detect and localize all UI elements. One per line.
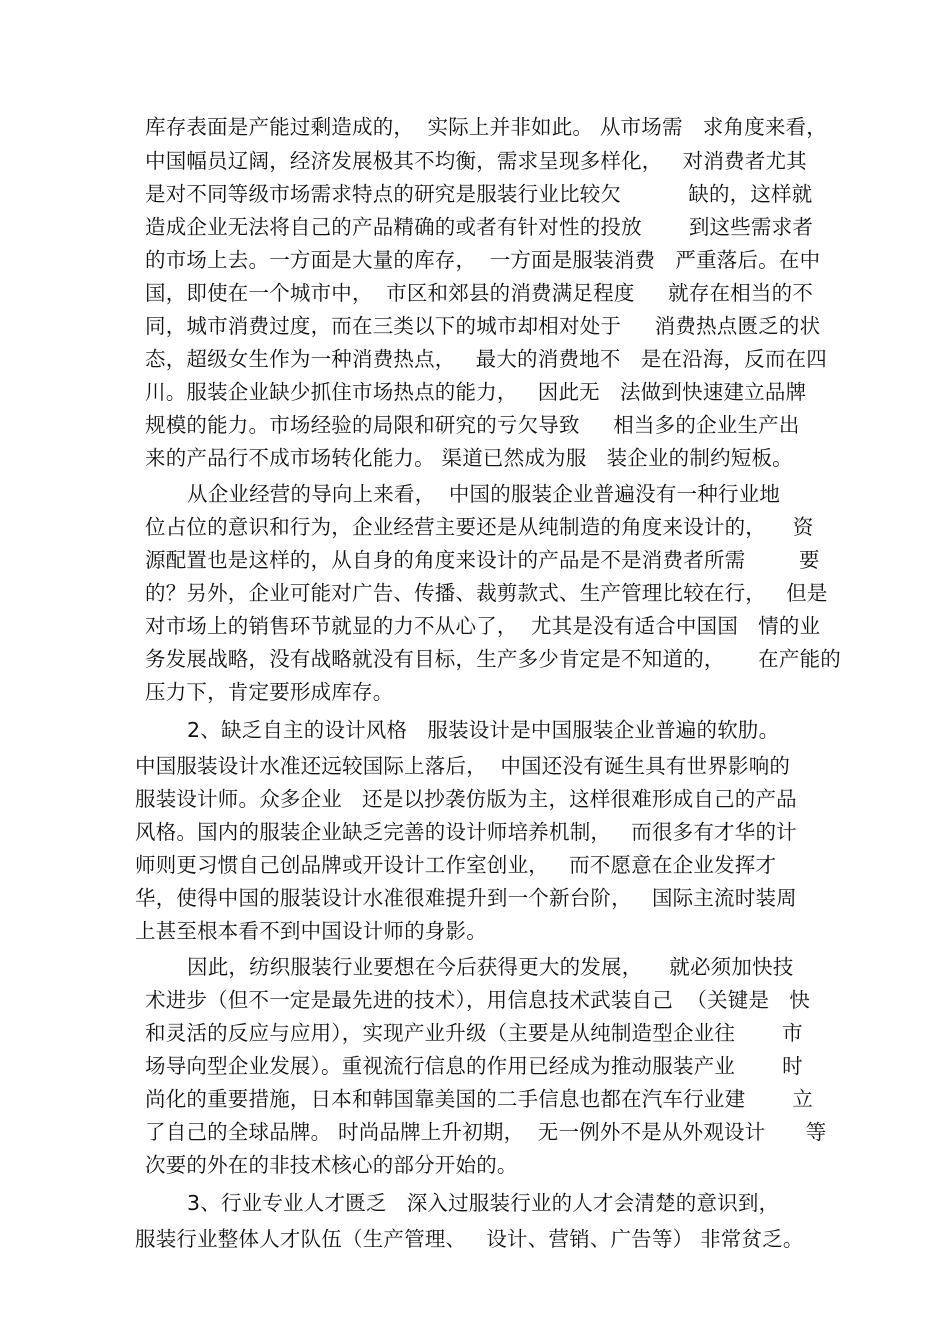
- text-line: 上甚至根本看不到中国设计师的身影。: [135, 919, 487, 943]
- text-line: 华，使得中国的服装设计水准很难提升到一个新台阶， 国际主流时装周: [135, 886, 797, 910]
- text-line: 风格。国内的服装企业缺乏完善的设计师培养机制， 而很多有才华的计: [135, 820, 797, 844]
- text-line: 是对不同等级市场需求特点的研究是服装行业比较欠 缺的，这样就: [145, 182, 813, 206]
- text-line: 了自己的全球品牌。 时尚品牌上升初期， 无一例外不是从外观设计 等: [145, 1120, 827, 1144]
- section-heading-line: 3、行业专业人才匮乏 深入过服装行业的人才会清楚的意识到，: [187, 1191, 780, 1215]
- text-line: 川。服装企业缺少抓住市场热点的能力， 因此无 法做到快速建立品牌: [145, 380, 807, 404]
- paragraph-first-line: 从企业经营的导向上来看， 中国的服装企业普遍没有一种行业地: [187, 482, 781, 506]
- text-line: 场导向型企业发展）。重视流行信息的作用已经成为推动服装产业 时: [145, 1054, 803, 1078]
- text-line: 中国服装设计水准还远较国际上落后， 中国还没有诞生具有世界影响的: [135, 754, 791, 778]
- text-line: 态，超级女生作为一种消费热点， 最大的消费地不 是在沿海，反而在四: [145, 347, 827, 371]
- text-line: 服装设计师。众多企业 还是以抄袭仿版为主，这样很难形成自己的产品: [135, 787, 797, 811]
- text-line: 中国幅员辽阔，经济发展极其不均衡，需求呈现多样化， 对消费者尤其: [145, 149, 807, 173]
- text-line: 对市场上的销售环节就显的力不从心了， 尤其是没有适合中国国 情的业: [145, 614, 821, 638]
- paragraph-first-line: 因此，纺织服装行业要想在今后获得更大的发展， 就必须加快技: [187, 955, 794, 979]
- text-line: 同，城市消费过度，而在三类以下的城市却相对处于 消费热点匮乏的状: [145, 314, 821, 338]
- text-line: 源配置也是这样的，从自身的角度来设计的产品是不是消费者所需 要: [145, 548, 820, 572]
- text-line: 位占位的意识和行为，企业经营主要还是从纯制造的角度来设计的， 资: [145, 515, 814, 539]
- text-line: 师则更习惯自己创品牌或开设计工作室创业， 而不愿意在企业发挥才: [135, 853, 777, 877]
- text-line: 服装行业整体人才队伍（生产管理、 设计、营销、广告等） 非常贫乏。: [135, 1227, 804, 1251]
- text-line: 国，即使在一个城市中， 市区和郊县的消费满足程度 就存在相当的不: [145, 281, 814, 305]
- text-line: 务发展战略，没有战略就没有目标，生产多少肯定是不知道的， 在产能的: [145, 647, 841, 671]
- text-line: 的市场上去。一方面是大量的库存， 一方面是服装消费 严重落后。在中: [145, 248, 821, 272]
- text-line: 规模的能力。市场经验的局限和研究的亏欠导致 相当多的企业生产出: [145, 413, 800, 437]
- text-line: 和灵活的反应与应用），实现产业升级（主要是从纯制造型企业往 市: [145, 1021, 803, 1045]
- text-line: 尚化的重要措施，日本和韩国靠美国的二手信息也都在汽车行业建 立: [145, 1087, 814, 1111]
- text-line: 造成企业无法将自己的产品精确的或者有针对性的投放 到这些需求者: [145, 215, 814, 239]
- text-line: 的？另外，企业可能对广告、传播、裁剪款式、生产管理比较在行， 但是: [145, 581, 828, 605]
- text-line: 次要的外在的非技术核心的部分开始的。: [145, 1153, 518, 1177]
- section-heading-line: 2、缺乏自主的设计风格 服装设计是中国服装企业普遍的软肋。: [187, 718, 780, 742]
- text-line: 术进步（但不一定是最先进的技术），用信息技术武装自己 （关键是 快: [145, 988, 811, 1012]
- text-line: 库存表面是产能过剩造成的， 实际上并非如此。 从市场需 求角度来看，: [145, 115, 827, 139]
- text-line: 来的产品行不成市场转化能力。 渠道已然成为服 装企业的制约短板。: [145, 446, 793, 470]
- text-line: 压力下，肯定要形成库存。: [145, 680, 394, 704]
